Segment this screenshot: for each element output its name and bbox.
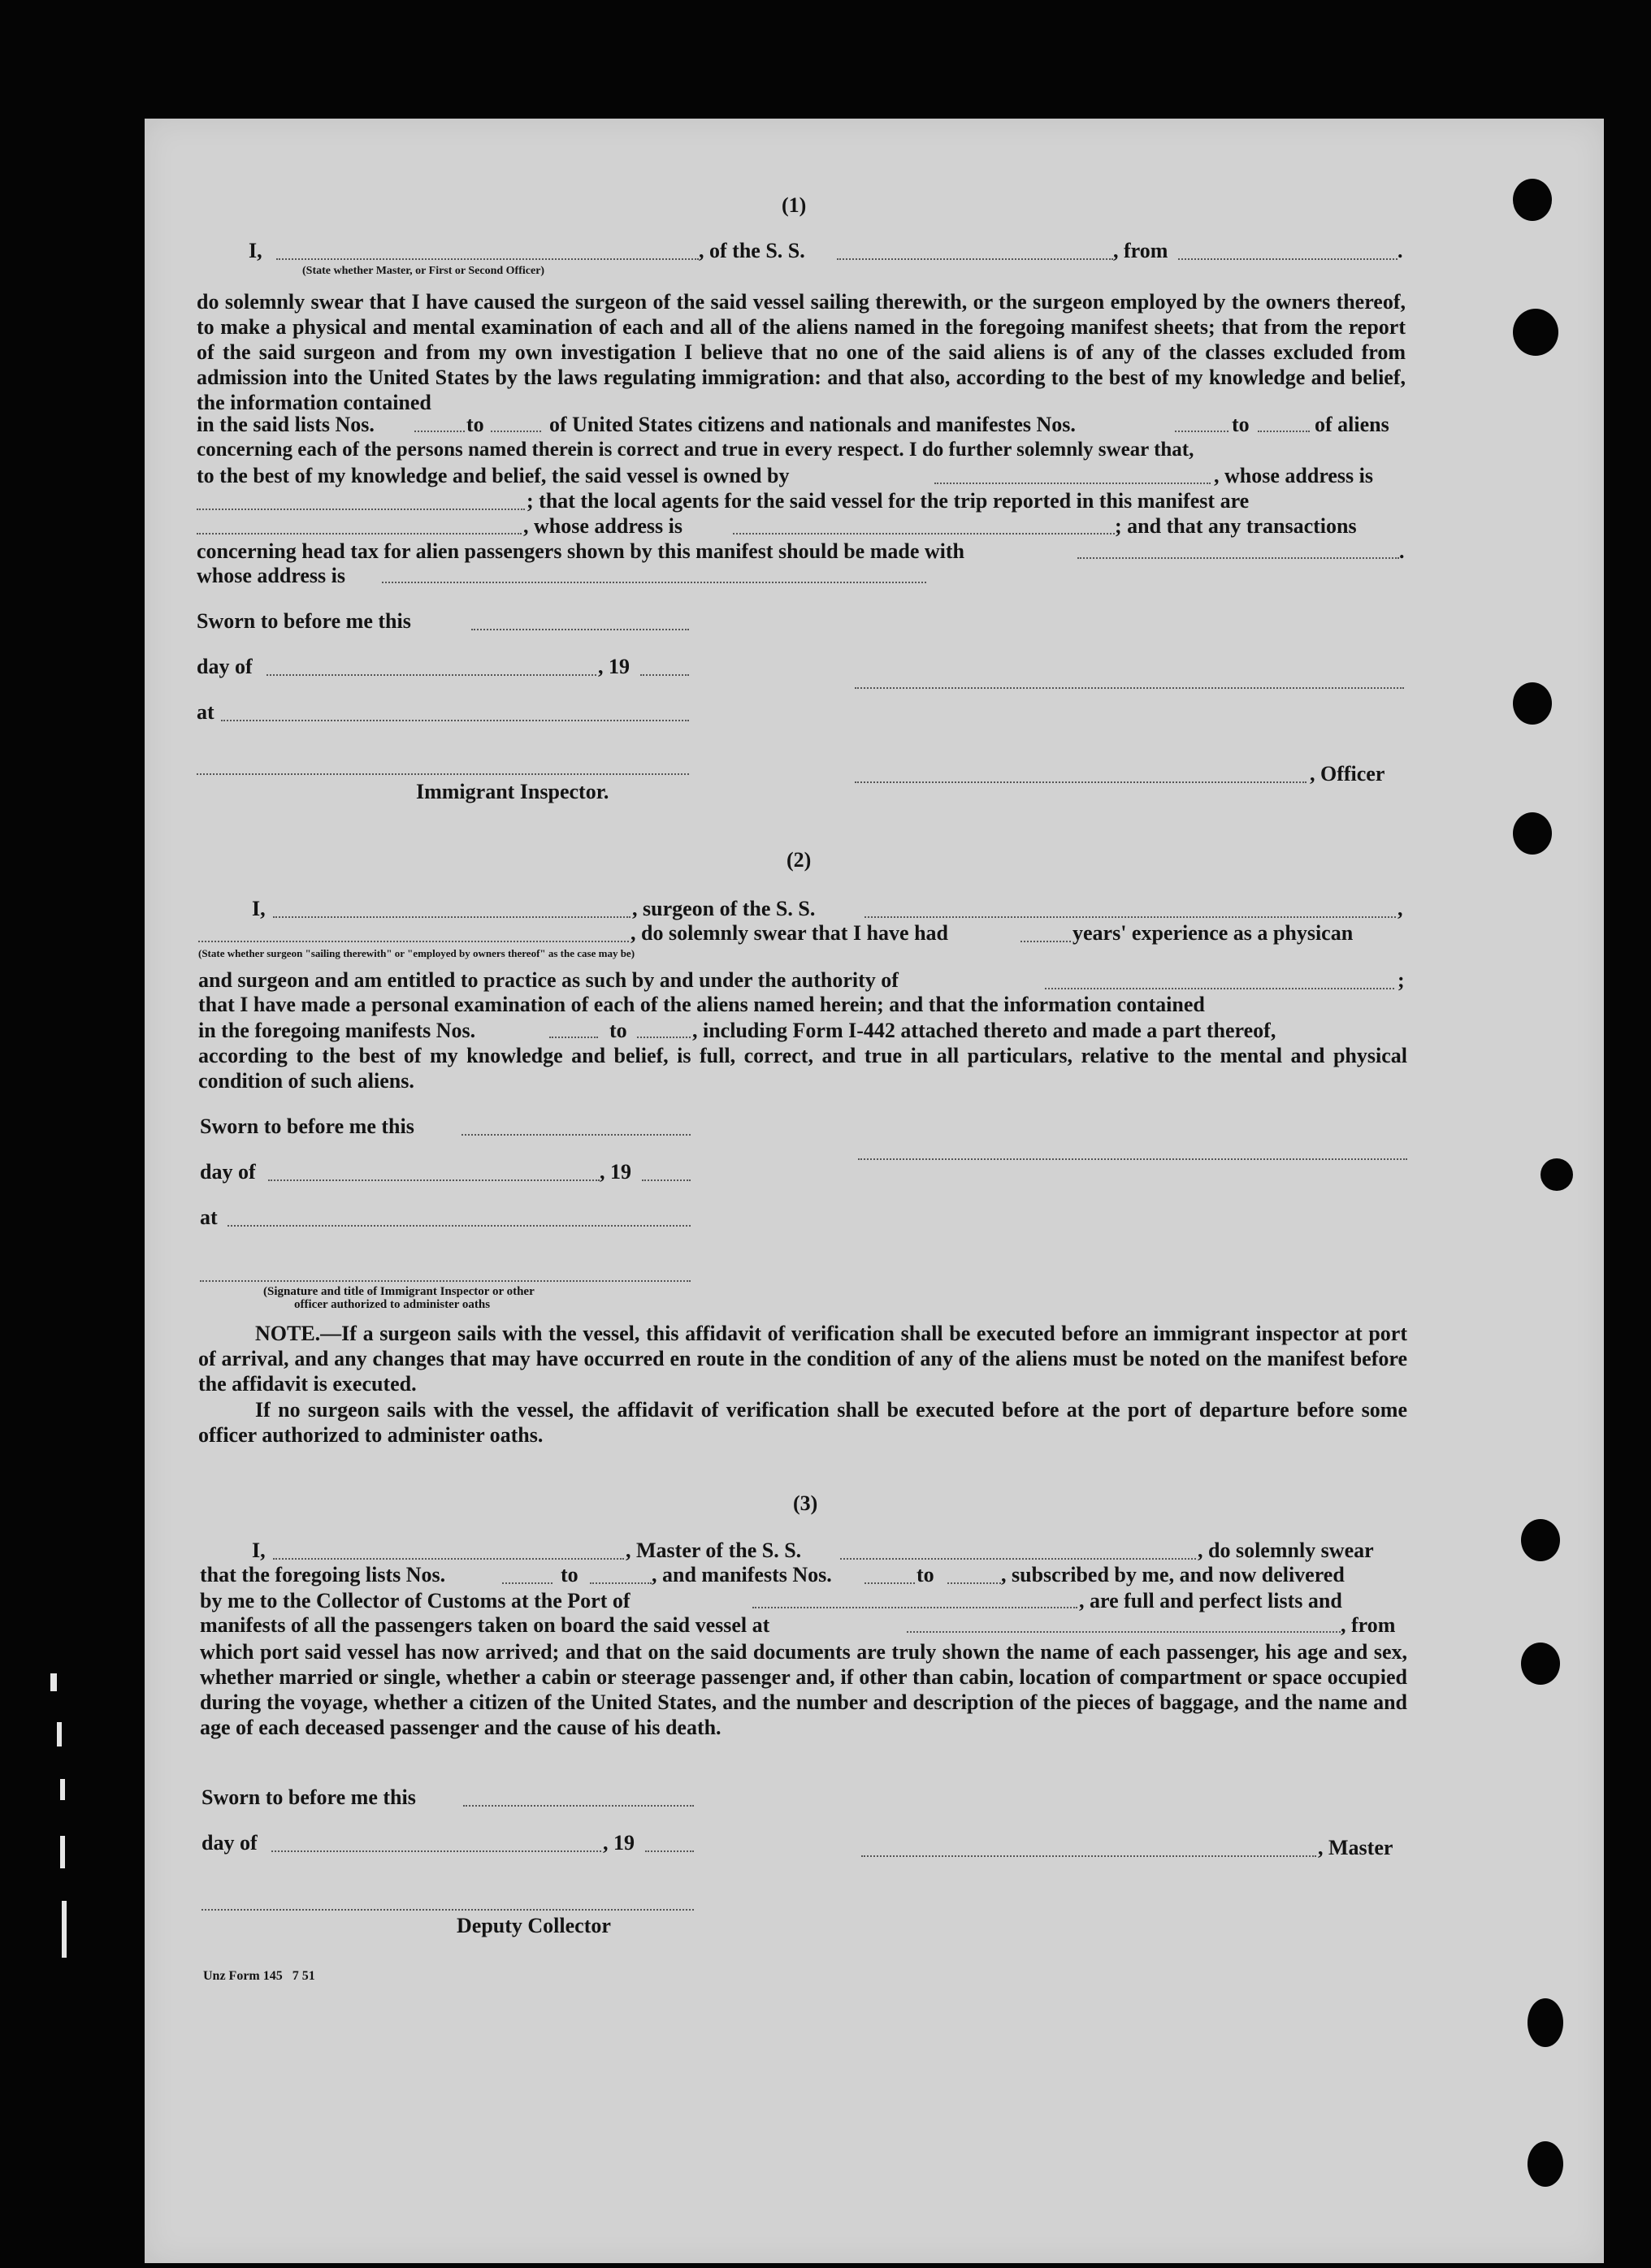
s2-year-field[interactable] (642, 1179, 691, 1181)
s2-body1: that I have made a personal examination of each of the aliens named herein; and that the information contained (198, 993, 1205, 1016)
binding-mark (62, 1901, 67, 1958)
punch-hole (1528, 1998, 1563, 2047)
form-number: Unz Form 145 7 51 (203, 1969, 315, 1983)
s3-port-field[interactable] (752, 1607, 1077, 1608)
s1-i: I, (249, 239, 262, 262)
s3-dayof: day of (202, 1831, 258, 1855)
s1-concerning: concerning each of the persons named therein is correct and true in every respect. I do further solemnly swear that, (197, 439, 1194, 461)
s1-lists-d: to (1232, 413, 1250, 436)
s1-officer-signature-line[interactable] (855, 781, 1306, 783)
s1-lists-e: of aliens (1315, 413, 1389, 436)
s3-vessel-name-field[interactable] (840, 1558, 1196, 1560)
s1-officer-name-field[interactable] (276, 258, 699, 260)
s1-from-port-field[interactable] (1178, 258, 1398, 260)
s3-manifests-a: manifests of all the passengers taken on board the said vessel at (200, 1613, 770, 1637)
s2-nos-c: , including Form I-442 attached thereto and made a part thereof, (692, 1019, 1276, 1042)
s2-at-field[interactable] (228, 1225, 691, 1227)
s1-lists-to-field[interactable] (491, 431, 541, 432)
s3-sworn: Sworn to before me this (202, 1785, 416, 1809)
s1-owned-a: to the best of my knowledge and belief, the said vessel is owned by (197, 464, 790, 487)
s1-owner-address-field[interactable] (197, 509, 525, 510)
s1-month-field[interactable] (266, 674, 596, 676)
s1-year-field[interactable] (640, 674, 689, 676)
s2-19: , 19 (600, 1160, 631, 1184)
s1-headtax-address-field[interactable] (382, 582, 926, 583)
s2-inspector-signature-line[interactable] (200, 1280, 691, 1282)
s3-body: which port said vessel has now arrived; and that on the said documents are truly shown the name of each passenger, his age and sex, whether married or single, whether a cabin or steerage passenger and, if other than cabin, location of compartment or space occupied during the voyage, whether a citizen of the United States, and the number and description of the pieces of baggage, and the name and age of each deceased passenger and the cause of his death. (200, 1640, 1407, 1739)
s2-auth-b: ; (1398, 968, 1405, 992)
s3-manifests-b: , from (1341, 1613, 1396, 1637)
punch-hole (1513, 812, 1552, 855)
s3-port-a: by me to the Collector of Customs at the Port of (200, 1589, 630, 1612)
s1-manifests-to-field[interactable] (1258, 431, 1310, 432)
s1-manifests-from-field[interactable] (1175, 431, 1228, 432)
s1-end: . (1398, 239, 1403, 262)
s3-deputy-label: Deputy Collector (457, 1914, 611, 1937)
s2-sig-caption-2: officer authorized to administer oaths (294, 1298, 491, 1311)
section-2-number: (2) (786, 848, 812, 872)
s3-lists-d: to (916, 1563, 934, 1586)
s1-dayof: day of (197, 655, 253, 678)
punch-hole (1528, 2141, 1563, 2187)
s2-sworn: Sworn to before me this (200, 1115, 414, 1138)
s1-at: at (197, 700, 214, 724)
s3-master-ss: , Master of the S. S. (626, 1539, 802, 1562)
s3-port-b: , are full and perfect lists and (1079, 1589, 1342, 1612)
s2-body2: according to the best of my knowledge and belief, is full, correct, and true in all particulars, relative to the mental and physical condition of such aliens. (198, 1044, 1407, 1093)
s2-status-field[interactable] (198, 941, 629, 942)
s1-headtax-b: . (1399, 539, 1405, 563)
s3-master-name-field[interactable] (273, 1558, 624, 1560)
section-1-number: (1) (782, 193, 807, 217)
s1-at-field[interactable] (221, 720, 689, 721)
punch-hole (1513, 179, 1552, 221)
s1-of-ss: , of the S. S. (699, 239, 805, 262)
s3-lists-from-field[interactable] (502, 1582, 552, 1584)
s1-lists-from-field[interactable] (414, 431, 465, 432)
s3-swear: , do solemnly swear (1198, 1539, 1374, 1562)
s2-nos-a: in the foregoing manifests Nos. (198, 1019, 476, 1042)
s2-surgeon-signature-line[interactable] (858, 1158, 1407, 1160)
s1-agents-address-field[interactable] (733, 533, 1115, 535)
binding-mark (60, 1779, 65, 1800)
s1-headtax-a: concerning head tax for alien passengers shown by this manifest should be made with (197, 539, 965, 563)
s1-sworn-day-field[interactable] (471, 629, 689, 630)
s3-lists-a: that the foregoing lists Nos. (200, 1563, 446, 1586)
s1-vessel-name-field[interactable] (837, 258, 1113, 260)
s2-surgeon-ss: , surgeon of the S. S. (632, 897, 816, 920)
punch-hole (1521, 1519, 1560, 1561)
s3-master-signature-line[interactable] (861, 1855, 1316, 1857)
s2-note1: NOTE.—If a surgeon sails with the vessel, this affidavit of verification shall be executed before an immigrant inspector at port of arrival, and any changes that may have occurred en route in the condition of any of the aliens must be noted on the manifest before the affidavit is executed. (198, 1322, 1407, 1396)
s3-month-field[interactable] (271, 1850, 601, 1852)
s1-owned-b: , whose address is (1214, 464, 1374, 487)
s3-manifests-to-field[interactable] (947, 1582, 1001, 1584)
s1-headtax-field[interactable] (1077, 557, 1399, 559)
s1-inspector-signature-line[interactable] (197, 773, 689, 775)
s2-surgeon-name-field[interactable] (273, 916, 630, 918)
s1-inspector-label: Immigrant Inspector. (416, 780, 609, 803)
s3-19: , 19 (603, 1831, 635, 1855)
s1-lists-c: of United States citizens and nationals and manifestes Nos. (549, 413, 1076, 436)
s3-master-label: , Master (1318, 1836, 1393, 1859)
s3-manifests-from-field[interactable] (864, 1582, 915, 1584)
s2-nos-b: to (609, 1019, 627, 1042)
s3-sworn-day-field[interactable] (463, 1805, 694, 1807)
s1-officer-label: , Officer (1310, 762, 1385, 786)
s2-line2-a: , do solemnly swear that I have had (630, 921, 949, 945)
s1-agents-a: ; that the local agents for the said vessel for the trip reported in this manifest are (526, 489, 1250, 513)
s2-authority-field[interactable] (1045, 988, 1394, 989)
s2-nos-from-field[interactable] (549, 1037, 598, 1038)
s1-19: , 19 (598, 655, 630, 678)
s2-at: at (200, 1205, 218, 1229)
s1-owner-field[interactable] (934, 483, 1211, 484)
s2-sig-caption-1: (Signature and title of Immigrant Inspector or other (263, 1285, 535, 1298)
s3-lists-to-field[interactable] (590, 1582, 652, 1584)
s2-month-field[interactable] (268, 1179, 600, 1181)
s3-year-field[interactable] (645, 1850, 694, 1852)
s3-lists-b: to (561, 1563, 578, 1586)
section-3-number: (3) (793, 1491, 818, 1515)
s1-agents-b: , whose address is (523, 514, 683, 538)
s3-lists-e: , subscribed by me, and now delivered (1001, 1563, 1345, 1586)
s2-caption: (State whether surgeon "sailing therewith" or "employed by owners thereof" as the case may be) (198, 947, 635, 959)
s2-line2-b: years' experience as a physican (1072, 921, 1354, 945)
punch-hole (1521, 1643, 1560, 1685)
s1-lists-a: in the said lists Nos. (197, 413, 375, 436)
s1-from: , from (1113, 239, 1168, 262)
s1-officer-signature-line-top[interactable] (855, 687, 1404, 689)
s3-lists-c: , and manifests Nos. (652, 1563, 832, 1586)
punch-hole (1513, 682, 1552, 725)
s1-sworn: Sworn to before me this (197, 609, 411, 633)
s2-end: , (1398, 897, 1403, 920)
s1-body: do solemnly swear that I have caused the surgeon of the said vessel sailing therewith, or the surgeon employed by the owners thereof, to make a physical and mental examination of each and all of the aliens named in the foregoing manifest sheets; that from the report of the said surgeon and from my own investigation I believe that no one of the said aliens is of any of the classes excluded from admission into the United States by the laws regulating immigration: and that also, according to the best of my knowledge and belief, the information contained (197, 290, 1406, 414)
s3-i: I, (252, 1539, 266, 1562)
s2-auth-a: and surgeon and am entitled to practice as such by and under the authority of (198, 968, 899, 992)
binding-mark (60, 1836, 65, 1868)
s2-i: I, (252, 897, 266, 920)
binding-mark (50, 1673, 57, 1691)
s2-sworn-day-field[interactable] (462, 1134, 691, 1136)
s1-whose: whose address is (197, 564, 346, 587)
s1-lists-b: to (466, 413, 484, 436)
s1-caption: (State whether Master, or First or Second Officer) (302, 265, 545, 277)
s1-agents-field[interactable] (197, 533, 522, 535)
s2-dayof: day of (200, 1160, 256, 1184)
s1-agents-c: ; and that any transactions (1115, 514, 1357, 538)
s2-nos-to-field[interactable] (637, 1037, 691, 1038)
punch-hole (1513, 309, 1558, 356)
binding-mark (57, 1722, 62, 1746)
s2-vessel-name-field[interactable] (864, 916, 1396, 918)
punch-hole (1540, 1158, 1573, 1191)
s2-note2: If no surgeon sails with the vessel, the affidavit of verification shall be executed before at the port of departure before some officer authorized to administer oaths. (198, 1398, 1407, 1447)
s3-embark-port-field[interactable] (907, 1631, 1341, 1633)
s2-years-field[interactable] (1020, 941, 1071, 942)
s3-deputy-signature-line[interactable] (202, 1909, 694, 1911)
